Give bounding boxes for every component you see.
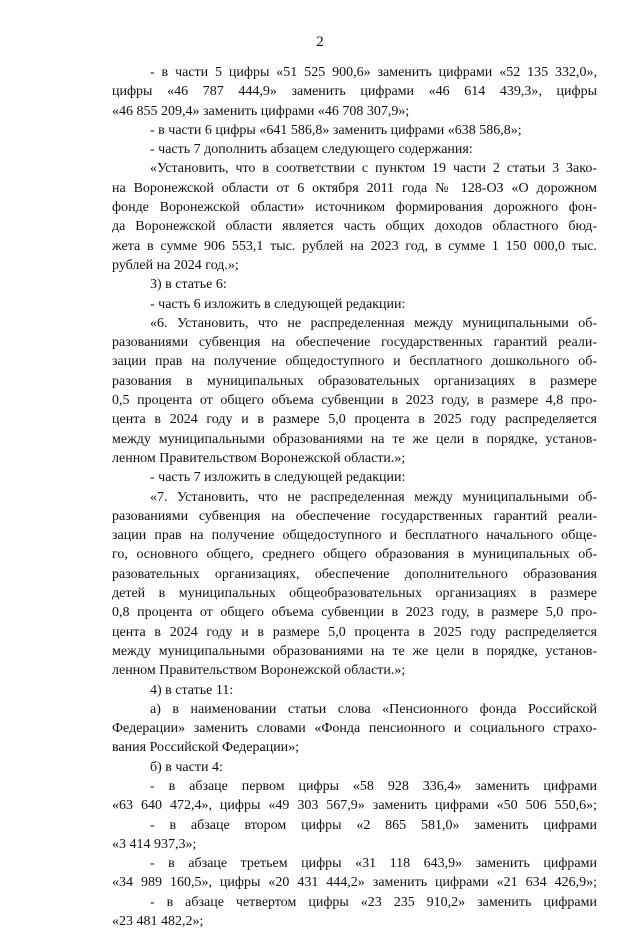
text-line: между муниципальными образованиями на те же цели в порядке, установ- [112, 643, 597, 659]
text-line: - часть 7 дополнить абзацем следующего содержания: [150, 142, 473, 158]
text-line: а) в наименовании статьи слова «Пенсионного фонда Российской [150, 701, 597, 717]
text-line: 4) в статье 11: [150, 682, 234, 698]
text-line: жета в сумме 906 553,1 тыс. рублей на 2023 год, в сумме 1 150 000,0 тыс. [112, 238, 597, 254]
text-line: да Воронежской области является часть общих доходов областного бюд- [112, 219, 597, 235]
text-line: ленном Правительством Воронежской области.»; [112, 450, 406, 466]
text-line: б) в части 4: [150, 759, 223, 775]
text-line: - в части 5 цифры «51 525 900,6» заменить цифрами «52 135 332,0», [150, 65, 597, 80]
text-line: 3) в статье 6: [150, 277, 227, 293]
text-line: зации прав на получение общедоступного и бесплатного дошкольного об- [112, 354, 597, 370]
text-line: «23 481 482,2»; [112, 914, 204, 930]
text-line: на Воронежской области от 6 октября 2011 года № 128-ОЗ «О дорожном [112, 180, 597, 196]
text-line: 0,8 процента от общего объема субвенции в 2023 году, в размере 5,0 про- [112, 605, 597, 621]
text-line: - в абзаце втором цифры «2 865 581,0» заменить цифрами [150, 817, 597, 833]
page-number: 2 [316, 34, 324, 50]
text-line: го, основного общего, среднего общего образования в муниципальных об- [112, 547, 597, 563]
text-line: «63 640 472,4», цифры «49 303 567,9» заменить цифрами «50 506 550,6»; [112, 798, 597, 814]
text-line: - часть 7 изложить в следующей редакции: [150, 470, 406, 486]
text-line: - в абзаце четвертом цифры «23 235 910,2» заменить цифрами [150, 894, 597, 910]
document-body [112, 63, 597, 931]
text-line: «Установить, что в соответствии с пунктом 19 части 2 статьи 3 Зако- [150, 161, 597, 177]
text-line: вания Российской Федерации»; [112, 740, 300, 756]
text-line: детей в муниципальных общеобразовательных организациях в размере [112, 586, 597, 602]
text-line: ленном Правительством Воронежской области.»; [112, 663, 406, 679]
text-line: «7. Установить, что не распределенная между муниципальными об- [150, 489, 597, 505]
text-line: «34 989 160,5», цифры «20 431 444,2» заменить цифрами «21 634 426,9»; [112, 875, 597, 891]
text-line: «6. Установить, что не распределенная между муниципальными об- [150, 315, 597, 331]
text-line: цента в 2024 году и в размере 5,0 процента в 2025 году распределяется [112, 412, 597, 428]
text-line: разованиями субвенция на обеспечение государственных гарантий реали- [112, 335, 597, 351]
text-line: «3 414 937,3»; [112, 836, 197, 852]
text-line: фонде Воронежской области» источником формирования дорожного фон- [112, 200, 597, 216]
text-line: зации прав на получение общедоступного и бесплатного начального обще- [112, 528, 597, 544]
text-line: между муниципальными образованиями на те же цели в порядке, установ- [112, 431, 597, 447]
text-line: «46 855 209,4» заменить цифрами «46 708 307,9»; [112, 103, 410, 119]
text-line: - в части 6 цифры «641 586,8» заменить цифрами «638 586,8»; [150, 122, 522, 138]
text-line: разованиями субвенция на обеспечение государственных гарантий реали- [112, 508, 597, 524]
text-line: рублей на 2024 год.»; [112, 257, 239, 273]
text-line: 0,5 процента от общего объема субвенции в 2023 году, в размере 4,8 про- [112, 393, 597, 409]
text-line: цента в 2024 году и в размере 5,0 процента в 2025 году распределяется [112, 624, 597, 640]
text-line: - в абзаце третьем цифры «31 118 643,9» заменить цифрами [150, 856, 597, 872]
text-line: Федерации» заменить словами «Фонда пенсионного и социального страхо- [112, 721, 597, 737]
text-line: разовательных организациях, обеспечение дополнительного образования [112, 566, 597, 582]
text-line: - часть 6 изложить в следующей редакции: [150, 296, 406, 312]
text-line: цифры «46 787 444,9» заменить цифрами «46 614 439,3», цифры [112, 84, 597, 100]
text-line: - в абзаце первом цифры «58 928 336,4» заменить цифрами [150, 778, 597, 794]
text-line: разования в муниципальных образовательных организациях в размере [112, 373, 597, 389]
